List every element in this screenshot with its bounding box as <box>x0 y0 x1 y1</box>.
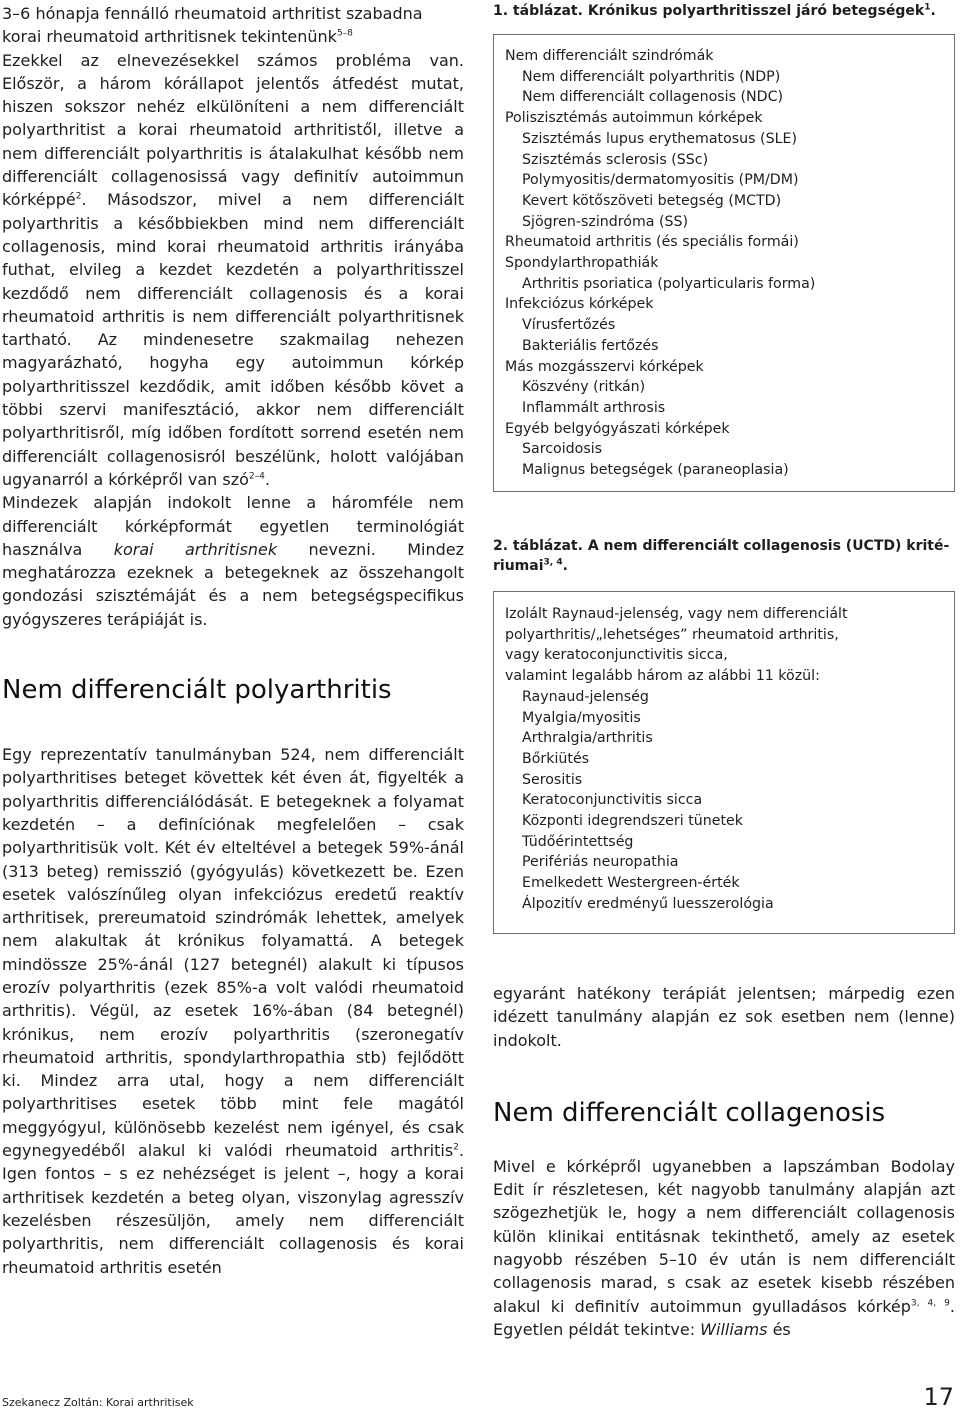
citation: 1 <box>924 2 931 13</box>
emphasis: Williams <box>700 1319 768 1339</box>
section-heading-ndp: Nem differenciált polyarthritis <box>2 675 392 706</box>
paragraph-continuation: egyaránt hatékony terápiát jelentsen; márpedig ezen idézett tanulmány alapján ez sok esetben nem (lenne) indokolt. <box>493 984 955 1050</box>
paragraph-problems <box>2 49 464 492</box>
table2-row: vagy keratoconjunctivitis sicca, <box>505 647 728 664</box>
table1-row: Inflammált arthrosis <box>522 399 666 416</box>
table1-box <box>493 34 955 492</box>
table2-caption <box>493 536 955 576</box>
text-run: . <box>264 469 270 489</box>
table1-row: Rheumatoid arthritis (és speciális formái) <box>505 234 799 251</box>
table2-row: Raynaud-jelenség <box>522 688 649 705</box>
text-run: Mivel e kórképről ugyanebben a lapszámban Bodolay Edit ír részletesen, két nagyobb tanulmány alapján azt szögezhetjük le, hogy a nem differenciált collagenosis külön klinikai entitásnak tekinthető, amely az esetek nagyobb részében 5–10 év után is nem differenciált collagenosis marad, s csak az esetek kisebb részében alakul ki definitív autoimmun gyulladásos kórkép <box>493 1156 955 1316</box>
caption-text: riumai <box>493 558 544 574</box>
table1-row: Poliszisztémás autoimmun kórképek <box>505 110 763 127</box>
table2-row: Myalgia/myositis <box>522 709 641 726</box>
left-column <box>2 0 464 1279</box>
citation: 3, 4, 9 <box>910 1298 950 1309</box>
page-number: 17 <box>923 1383 954 1411</box>
table1-row: Nem differenciált collagenosis (NDC) <box>522 89 784 106</box>
text-line: 3–6 hónapja fennálló rheumatoid arthritist szabadna <box>2 4 423 23</box>
table2-row: Serositis <box>522 771 583 788</box>
citation: 2 <box>75 192 82 203</box>
table1-caption <box>493 1 936 21</box>
table2-row: Arthralgia/arthritis <box>522 730 653 747</box>
table1-row: Polymyositis/dermatomyositis (PM/DM) <box>522 172 799 189</box>
table1-row: Egyéb belgyógyászati kórképek <box>505 420 730 437</box>
table2-row: valamint legalább három az alábbi 11 közül: <box>505 668 820 685</box>
table1-row: Bakteriális fertőzés <box>522 337 659 354</box>
table1-row: Kevert kötőszöveti betegség (MCTD) <box>522 192 782 209</box>
section-heading-ndc: Nem differenciált collagenosis <box>493 1097 886 1128</box>
text-run: . Egyetlen példát tekintve: <box>493 1296 956 1339</box>
text-run: Ezekkel az elnevezésekkel számos probléma van. Először, a három kórállapot jelentős átfedést mutat, hiszen sokszor nehéz elkülöníteni a nem differenciált polyarthritist a korai rheumatoid arthritistől, illetve a nem differenciált polyarthritis is átalakulhat később nem differenciált collagenosissá vagy definitív autoimmun kórképpé <box>2 50 464 210</box>
table2-row: Központi idegrendszeri tünetek <box>522 813 743 830</box>
table1-row: Spondylarthropathiák <box>505 255 659 272</box>
caption-text: . <box>930 3 936 19</box>
text-run: Egy reprezentatív tanulmányban 524, nem differenciált polyarthritises beteget követtek két éven át, figyelték a polyarthritis differenciálódását. E betegeknek a folyamat kezdetén – a definíciónak megfelelően – csak polyarthritisük volt. Két év elteltével a betegek 59%-ánál (313 beteg) remisszió (gyógyulás) következett be. Ezen esetek valószínűleg olyan infekciózus eredetű reaktív arthritisek, prereumatoid szindrómák lehettek, amelyek nem alakultak át krónikus folyamattá. A betegek mindössze 25%-ánál (127 betegnél) alakult ki típusos erozív polyarthritis (ezek 85%-a volt valódi rheumatoid arthritis). Végül, az esetek 16%-ában (84 betegnél) krónikus, nem erozív polyarthritis (szeronegatív rheumatoid arthritis, spondylarthropathia stb) fejlődött ki. Mindez arra utal, hogy a nem differenciált polyarthritises esetek több mint fele magától meggyógyul, különösebb kezelést nem igényel, és csak egynegyedéből alakul ki valódi rheumatoid arthritis <box>2 745 464 1161</box>
text-line: korai rheumatoid arthritisnek tekintenünk <box>2 27 337 47</box>
table1-row: Nem differenciált szindrómák <box>505 48 714 64</box>
paragraph-conclusion <box>2 491 464 631</box>
table1-row: Infekciózus kórképek <box>505 296 654 313</box>
emphasis: korai arthritisnek <box>113 539 278 559</box>
caption-text: . <box>562 558 568 574</box>
paragraph-ndc <box>493 1155 955 1341</box>
table2-row: Bőrkiütés <box>522 750 590 767</box>
footer-author: Szekanecz Zoltán: Korai arthritisek <box>2 1396 194 1409</box>
table1-row: Malignus betegségek (paraneoplasia) <box>522 462 789 479</box>
text-run: . Igen fontos – s ez nehézséget is jelent –, hogy a korai arthritisek kezdetén a beteg olyan, viszonylag agresszív kezelésben részesüljön, amely nem differenciált polyarthritis, nem differenciált collagenosis és korai rheumatoid arthritis esetén <box>2 1141 464 1277</box>
table1-row: Nem differenciált polyarthritis (NDP) <box>522 68 781 85</box>
citation: 2 <box>453 1142 459 1153</box>
paragraph-study <box>2 743 464 1279</box>
table1-row: Sjögren-szindróma (SS) <box>522 213 689 230</box>
table2-row: Keratoconjunctivitis sicca <box>522 792 703 809</box>
table1-row: Szisztémás lupus erythematosus (SLE) <box>522 130 798 147</box>
table2-row: Izolált Raynaud-jelenség, vagy nem differenciált <box>505 606 848 622</box>
right-column-text <box>493 982 955 1341</box>
citation: 3, 4 <box>543 557 563 568</box>
text-run: . Másodszor, mivel a nem differenciált polyarthritis a későbbiekben mind nem differenciált collagenosis, mind korai rheumatoid arthritis irányába futhat, elvileg a kezdet kezdetén a polyarthritisszel kezdődő nem differenciált collagenosis és a korai rheumatoid arthritis is nem differenciált polyarthritisnek tartható. Az mindenesetre szakmailag nehezen magyarázható, hogyha egy autoimmun kórkép polyarthritisszel kezdődik, amit időben később követ a többi szervi manifesztáció, akkor nem differenciált polyarthritisről, míg időben fordított sorrend esetén nem differenciált collagenosisról beszélünk, holott valójában ugyanarról a kórképről van szó <box>2 190 464 489</box>
citation: 2–4 <box>248 471 265 482</box>
citation: 5–8 <box>336 28 353 39</box>
caption-text: 1. táblázat. Krónikus polyarthritisszel járó betegségek <box>493 3 925 19</box>
table2-row: Tüdőérintettség <box>522 833 634 850</box>
table1-row: Köszvény (ritkán) <box>522 379 646 396</box>
table2-row: polyarthritis/„lehetséges” rheumatoid arthritis, <box>505 626 839 643</box>
table1-row: Vírusfertőzés <box>522 317 616 334</box>
text-run: nevezni. Mindez meghatározza ezeknek a betegeknek az összehangolt gondozási szisztémáját és a nem betegségspecifikus gyógyszeres terápiáját is. <box>2 539 465 629</box>
text-run: Mindezek alapján indokolt lenne a háromféle nem differenciált kórképformát egyetlen terminológiát használva <box>2 493 464 559</box>
table2-box <box>493 591 955 934</box>
table2-row: Álpozitív eredményű luesszerológia <box>522 895 774 912</box>
table1-row: Szisztémás sclerosis (SSc) <box>522 151 709 168</box>
table1-row: Arthritis psoriatica (polyarticularis forma) <box>522 275 816 292</box>
table1-row: Más mozgásszervi kórképek <box>505 358 704 375</box>
table2-row: Perifériás neuropathia <box>522 854 679 871</box>
caption-text: 2. táblázat. A nem differenciált collagenosis (UCTD) krité- <box>493 538 950 554</box>
table2-row: Emelkedett Westergreen-érték <box>522 875 740 892</box>
text-run: és <box>767 1319 791 1339</box>
paragraph-intro <box>2 2 464 49</box>
table1-row: Sarcoidosis <box>522 441 603 458</box>
